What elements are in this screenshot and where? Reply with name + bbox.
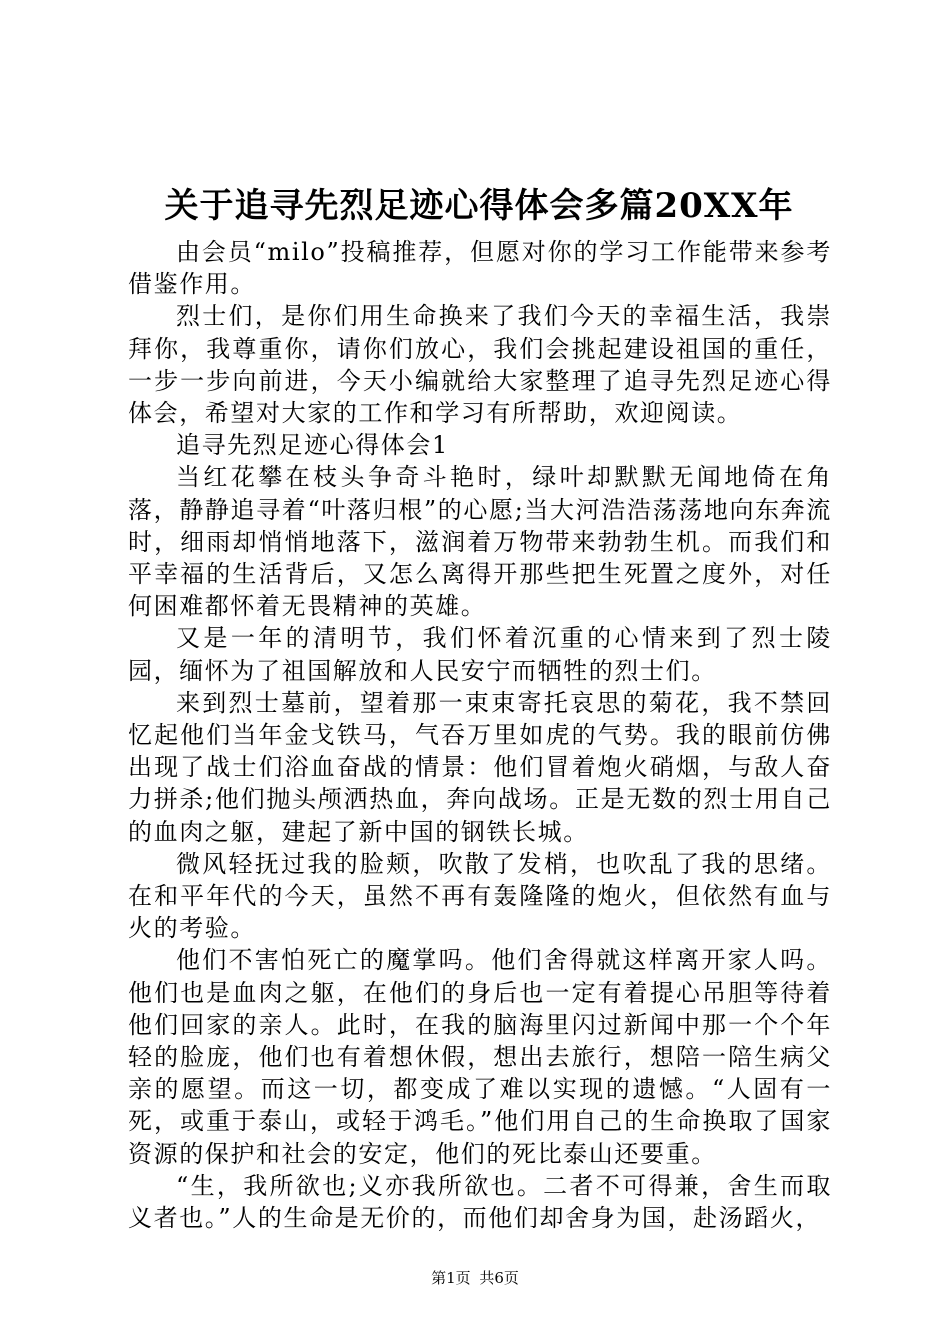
- paragraph: 来到烈士墓前，望着那一束束寄托哀思的菊花，我不禁回忆起他们当年金戈铁马，气吞万里如虎的气势。我的眼前仿佛出现了战士们浴血奋战的情景：他们冒着炮火硝烟，与敌人奋力拼杀;他们抛头颅洒热血，奔向战场。正是无数的烈士用自己的血肉之躯，建起了新中国的钢铁长城。: [128, 688, 832, 846]
- page-number-footer: 第1页 共6页: [431, 1269, 519, 1287]
- paragraph: 微风轻抚过我的脸颊，吹散了发梢，也吹乱了我的思绪。在和平年代的今天，虽然不再有轰隆隆的炮火，但依然有血与火的考验。: [128, 849, 832, 943]
- paragraph-intro: 由会员“milo”投稿推荐，但愿对你的学习工作能带来参考借鉴作用。: [128, 238, 832, 299]
- document-title: 关于追寻先烈足迹心得体会多篇20XX年: [164, 186, 794, 226]
- paragraph: “生，我所欲也;义亦我所欲也。二者不可得兼，舍生而取义者也。”人的生命是无价的，而他们却舍身为国，赴汤蹈火，: [128, 1171, 832, 1233]
- paragraph: 他们不害怕死亡的魔掌吗。他们舍得就这样离开家人吗。他们也是血肉之躯，在他们的身后也一定有着提心吊胆等待着他们回家的亲人。此时，在我的脑海里闪过新闻中那一个个年轻的脸庞，他们也有着想休假，想出去旅行，想陪一陪生病父亲的愿望。而这一切，都变成了难以实现的遗憾。“人固有一死，或重于泰山，或轻于鸿毛。”他们用自己的生命换取了国家资源的保护和社会的安定，他们的死比泰山还要重。: [128, 946, 832, 1168]
- section-heading-1: 追寻先烈足迹心得体会1: [176, 431, 449, 460]
- paragraph-preface: 烈士们，是你们用生命换来了我们今天的幸福生活，我崇拜你，我尊重你，请你们放心，我们会挑起建设祖国的重任，一步一步向前进，今天小编就给大家整理了追寻先烈足迹心得体会，希望对大家的工作和学习有所帮助，欢迎阅读。: [128, 302, 832, 428]
- document-body: [128, 236, 832, 1234]
- paragraph: 当红花攀在枝头争奇斗艳时，绿叶却默默无闻地倚在角落，静静追寻着“叶落归根”的心愿;当大河浩浩荡荡地向东奔流时，细雨却悄悄地落下，滋润着万物带来勃勃生机。而我们和平幸福的生活背后，又怎么离得开那些把生死置之度外，对任何困难都怀着无畏精神的英雄。: [128, 463, 832, 621]
- paragraph: 又是一年的清明节，我们怀着沉重的心情来到了烈士陵园，缅怀为了祖国解放和人民安宁而牺牲的烈士们。: [128, 624, 832, 685]
